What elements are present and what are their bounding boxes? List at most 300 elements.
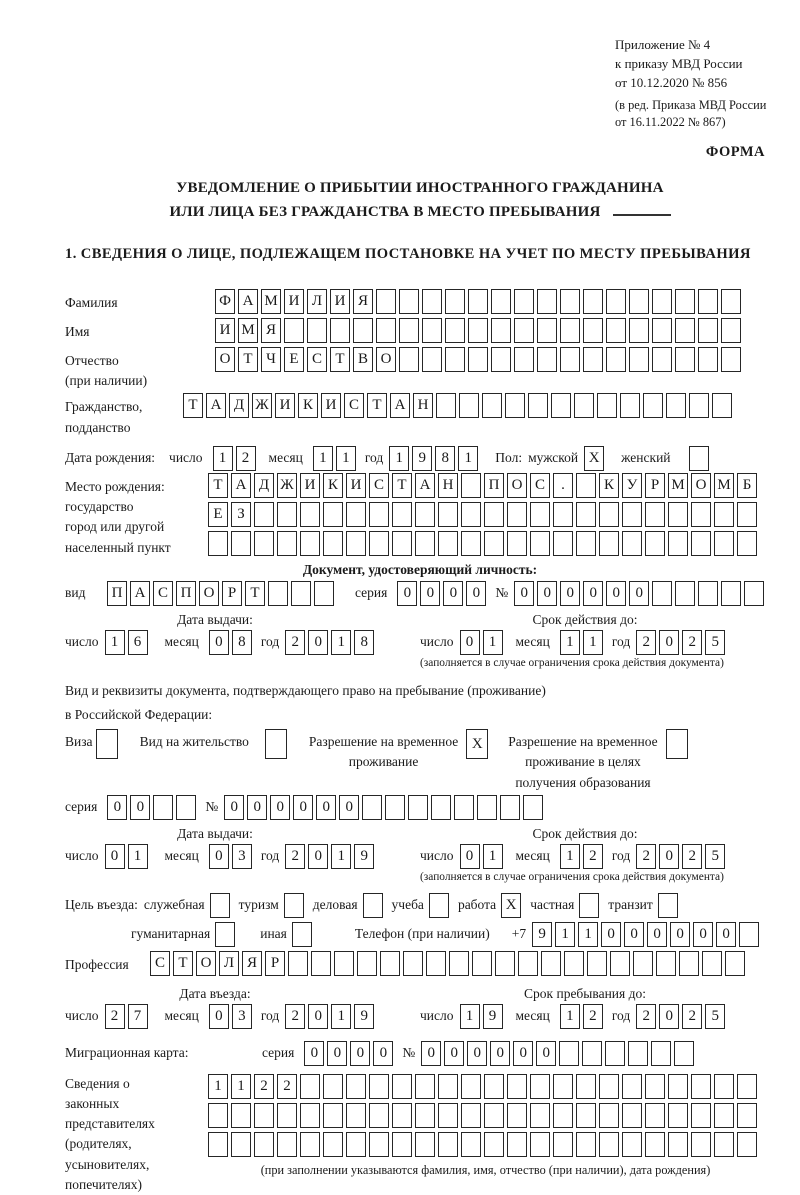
char-cell[interactable] (691, 1074, 711, 1099)
char-cell[interactable]: И (300, 473, 320, 498)
char-cell[interactable] (468, 347, 488, 372)
char-cell[interactable] (459, 393, 479, 418)
char-cell[interactable] (553, 1132, 573, 1157)
char-cell[interactable] (362, 795, 382, 820)
char-cell[interactable] (385, 795, 405, 820)
char-cell[interactable] (622, 1074, 642, 1099)
char-cell[interactable] (530, 531, 550, 556)
char-cell[interactable] (714, 1074, 734, 1099)
char-cell[interactable]: 0 (537, 581, 557, 606)
char-cell[interactable]: 1 (458, 446, 478, 471)
char-cell[interactable] (622, 1103, 642, 1128)
char-cell[interactable] (392, 1103, 412, 1128)
char-cell[interactable] (461, 1103, 481, 1128)
char-cell[interactable]: О (199, 581, 219, 606)
char-cell[interactable]: 1 (483, 844, 503, 869)
char-cell[interactable] (495, 951, 515, 976)
char-cell[interactable] (314, 581, 334, 606)
char-cell[interactable]: 2 (682, 844, 702, 869)
char-cell[interactable] (737, 531, 757, 556)
char-cell[interactable]: 0 (560, 581, 580, 606)
char-cell[interactable] (530, 1074, 550, 1099)
char-cell[interactable]: 0 (460, 630, 480, 655)
char-cell[interactable] (231, 531, 251, 556)
char-cell[interactable]: 0 (514, 581, 534, 606)
char-cell[interactable] (323, 1132, 343, 1157)
char-cell[interactable]: П (484, 473, 504, 498)
char-cell[interactable] (714, 1103, 734, 1128)
char-cell[interactable]: А (231, 473, 251, 498)
char-cell[interactable] (254, 502, 274, 527)
char-cell[interactable] (698, 347, 718, 372)
char-cell[interactable] (500, 795, 520, 820)
char-cell[interactable]: Л (307, 289, 327, 314)
char-cell[interactable] (468, 289, 488, 314)
char-cell[interactable]: Р (265, 951, 285, 976)
char-cell[interactable] (530, 502, 550, 527)
char-cell[interactable] (415, 531, 435, 556)
female-checkbox[interactable] (689, 446, 709, 471)
char-cell[interactable]: 0 (308, 844, 328, 869)
char-cell[interactable] (208, 1103, 228, 1128)
char-cell[interactable] (153, 795, 173, 820)
char-cell[interactable] (346, 1103, 366, 1128)
char-cell[interactable]: 1 (583, 630, 603, 655)
char-cell[interactable] (691, 531, 711, 556)
char-cell[interactable]: 2 (682, 1004, 702, 1029)
char-cell[interactable] (666, 393, 686, 418)
char-cell[interactable] (668, 1132, 688, 1157)
char-cell[interactable] (445, 347, 465, 372)
char-cell[interactable]: К (298, 393, 318, 418)
char-cell[interactable] (721, 347, 741, 372)
char-cell[interactable]: О (196, 951, 216, 976)
char-cell[interactable] (323, 1103, 343, 1128)
char-cell[interactable]: 7 (128, 1004, 148, 1029)
char-cell[interactable] (583, 347, 603, 372)
char-cell[interactable]: 0 (466, 581, 486, 606)
char-cell[interactable]: С (153, 581, 173, 606)
char-cell[interactable]: 0 (339, 795, 359, 820)
char-cell[interactable] (606, 289, 626, 314)
char-cell[interactable] (620, 393, 640, 418)
char-cell[interactable] (574, 393, 594, 418)
char-cell[interactable] (484, 1103, 504, 1128)
char-cell[interactable]: 5 (705, 1004, 725, 1029)
char-cell[interactable]: Д (254, 473, 274, 498)
char-cell[interactable] (254, 531, 274, 556)
char-cell[interactable]: Т (208, 473, 228, 498)
char-cell[interactable] (415, 1074, 435, 1099)
char-cell[interactable]: Т (245, 581, 265, 606)
char-cell[interactable] (739, 922, 759, 947)
char-cell[interactable] (599, 531, 619, 556)
char-cell[interactable]: 2 (105, 1004, 125, 1029)
char-cell[interactable]: О (691, 473, 711, 498)
char-cell[interactable] (392, 1074, 412, 1099)
char-cell[interactable] (599, 502, 619, 527)
char-cell[interactable]: А (238, 289, 258, 314)
char-cell[interactable] (560, 318, 580, 343)
char-cell[interactable]: 1 (460, 1004, 480, 1029)
char-cell[interactable]: 2 (277, 1074, 297, 1099)
char-cell[interactable] (599, 1132, 619, 1157)
char-cell[interactable]: 0 (107, 795, 127, 820)
char-cell[interactable] (564, 951, 584, 976)
char-cell[interactable]: 3 (232, 1004, 252, 1029)
char-cell[interactable]: 0 (693, 922, 713, 947)
char-cell[interactable] (582, 1041, 602, 1066)
char-cell[interactable] (422, 289, 442, 314)
char-cell[interactable] (300, 1074, 320, 1099)
char-cell[interactable] (369, 531, 389, 556)
char-cell[interactable] (691, 1103, 711, 1128)
char-cell[interactable] (323, 1074, 343, 1099)
char-cell[interactable]: 0 (536, 1041, 556, 1066)
char-cell[interactable] (300, 531, 320, 556)
char-cell[interactable] (491, 347, 511, 372)
char-cell[interactable] (576, 531, 596, 556)
char-cell[interactable] (376, 289, 396, 314)
char-cell[interactable]: Н (438, 473, 458, 498)
char-cell[interactable]: 2 (636, 844, 656, 869)
char-cell[interactable] (369, 502, 389, 527)
char-cell[interactable]: 0 (716, 922, 736, 947)
char-cell[interactable]: 1 (105, 630, 125, 655)
char-cell[interactable] (691, 502, 711, 527)
residence-permit-checkbox[interactable] (265, 729, 287, 759)
char-cell[interactable]: А (415, 473, 435, 498)
char-cell[interactable] (208, 1132, 228, 1157)
char-cell[interactable]: Я (242, 951, 262, 976)
char-cell[interactable] (491, 289, 511, 314)
temp-residence-education-checkbox[interactable] (666, 729, 688, 759)
char-cell[interactable]: 0 (308, 1004, 328, 1029)
char-cell[interactable] (507, 502, 527, 527)
char-cell[interactable]: 0 (308, 630, 328, 655)
char-cell[interactable] (629, 289, 649, 314)
char-cell[interactable] (415, 1132, 435, 1157)
temp-residence-checkbox[interactable]: X (466, 729, 488, 759)
business-checkbox[interactable] (363, 893, 383, 918)
char-cell[interactable] (461, 502, 481, 527)
char-cell[interactable]: И (346, 473, 366, 498)
char-cell[interactable]: М (261, 289, 281, 314)
char-cell[interactable]: А (390, 393, 410, 418)
char-cell[interactable] (415, 502, 435, 527)
char-cell[interactable]: 0 (624, 922, 644, 947)
char-cell[interactable] (254, 1103, 274, 1128)
char-cell[interactable]: С (307, 347, 327, 372)
char-cell[interactable]: 1 (213, 446, 233, 471)
char-cell[interactable]: М (238, 318, 258, 343)
char-cell[interactable]: 0 (460, 844, 480, 869)
char-cell[interactable]: Б (737, 473, 757, 498)
char-cell[interactable] (300, 1103, 320, 1128)
char-cell[interactable] (231, 1132, 251, 1157)
char-cell[interactable] (679, 951, 699, 976)
char-cell[interactable]: 0 (606, 581, 626, 606)
char-cell[interactable]: 6 (128, 630, 148, 655)
char-cell[interactable] (652, 581, 672, 606)
char-cell[interactable]: 2 (636, 1004, 656, 1029)
char-cell[interactable]: 0 (397, 581, 417, 606)
char-cell[interactable] (399, 289, 419, 314)
char-cell[interactable] (422, 318, 442, 343)
char-cell[interactable] (645, 1103, 665, 1128)
char-cell[interactable] (392, 531, 412, 556)
char-cell[interactable]: 0 (350, 1041, 370, 1066)
char-cell[interactable] (422, 347, 442, 372)
char-cell[interactable] (408, 795, 428, 820)
char-cell[interactable] (714, 531, 734, 556)
char-cell[interactable] (725, 951, 745, 976)
char-cell[interactable] (369, 1074, 389, 1099)
char-cell[interactable] (576, 1074, 596, 1099)
char-cell[interactable] (597, 393, 617, 418)
char-cell[interactable] (330, 318, 350, 343)
char-cell[interactable] (518, 951, 538, 976)
char-cell[interactable] (528, 393, 548, 418)
char-cell[interactable] (277, 502, 297, 527)
char-cell[interactable]: 1 (560, 844, 580, 869)
char-cell[interactable] (353, 318, 373, 343)
title-blank-line[interactable] (613, 203, 671, 216)
char-cell[interactable]: 0 (490, 1041, 510, 1066)
char-cell[interactable] (553, 1103, 573, 1128)
char-cell[interactable]: К (323, 473, 343, 498)
char-cell[interactable]: З (231, 502, 251, 527)
char-cell[interactable]: 0 (327, 1041, 347, 1066)
char-cell[interactable]: 2 (285, 630, 305, 655)
char-cell[interactable] (530, 1132, 550, 1157)
char-cell[interactable]: 1 (231, 1074, 251, 1099)
char-cell[interactable] (369, 1103, 389, 1128)
char-cell[interactable] (288, 951, 308, 976)
char-cell[interactable]: 0 (601, 922, 621, 947)
char-cell[interactable] (668, 531, 688, 556)
char-cell[interactable]: Т (367, 393, 387, 418)
char-cell[interactable]: 3 (232, 844, 252, 869)
char-cell[interactable] (689, 393, 709, 418)
char-cell[interactable] (691, 1132, 711, 1157)
char-cell[interactable] (645, 1132, 665, 1157)
char-cell[interactable] (537, 347, 557, 372)
char-cell[interactable] (633, 951, 653, 976)
char-cell[interactable]: 0 (420, 581, 440, 606)
char-cell[interactable] (560, 347, 580, 372)
char-cell[interactable] (399, 318, 419, 343)
char-cell[interactable]: 0 (659, 630, 679, 655)
char-cell[interactable]: 1 (208, 1074, 228, 1099)
char-cell[interactable]: Ж (252, 393, 272, 418)
char-cell[interactable]: 0 (670, 922, 690, 947)
char-cell[interactable] (576, 1132, 596, 1157)
char-cell[interactable]: С (369, 473, 389, 498)
char-cell[interactable] (505, 393, 525, 418)
tourism-checkbox[interactable] (284, 893, 304, 918)
char-cell[interactable] (668, 1074, 688, 1099)
char-cell[interactable]: 0 (293, 795, 313, 820)
char-cell[interactable] (334, 951, 354, 976)
char-cell[interactable]: 0 (304, 1041, 324, 1066)
char-cell[interactable]: Т (183, 393, 203, 418)
char-cell[interactable] (507, 1132, 527, 1157)
char-cell[interactable]: И (275, 393, 295, 418)
char-cell[interactable]: М (668, 473, 688, 498)
char-cell[interactable]: 0 (373, 1041, 393, 1066)
char-cell[interactable] (668, 1103, 688, 1128)
char-cell[interactable] (652, 289, 672, 314)
char-cell[interactable] (231, 1103, 251, 1128)
char-cell[interactable] (622, 1132, 642, 1157)
char-cell[interactable]: Т (392, 473, 412, 498)
char-cell[interactable] (523, 795, 543, 820)
char-cell[interactable]: 0 (659, 844, 679, 869)
char-cell[interactable] (514, 347, 534, 372)
char-cell[interactable] (606, 318, 626, 343)
male-checkbox[interactable]: X (584, 446, 604, 471)
char-cell[interactable] (307, 318, 327, 343)
char-cell[interactable]: О (507, 473, 527, 498)
char-cell[interactable] (277, 531, 297, 556)
char-cell[interactable]: 1 (389, 446, 409, 471)
char-cell[interactable]: 0 (130, 795, 150, 820)
char-cell[interactable]: М (714, 473, 734, 498)
char-cell[interactable]: Р (645, 473, 665, 498)
char-cell[interactable]: Ч (261, 347, 281, 372)
work-checkbox[interactable]: X (501, 893, 521, 918)
transit-checkbox[interactable] (658, 893, 678, 918)
char-cell[interactable]: 0 (647, 922, 667, 947)
char-cell[interactable] (438, 1132, 458, 1157)
char-cell[interactable] (537, 318, 557, 343)
char-cell[interactable]: . (553, 473, 573, 498)
char-cell[interactable]: И (321, 393, 341, 418)
char-cell[interactable]: 2 (285, 1004, 305, 1029)
char-cell[interactable] (737, 1132, 757, 1157)
char-cell[interactable] (583, 289, 603, 314)
char-cell[interactable] (702, 951, 722, 976)
char-cell[interactable]: Н (413, 393, 433, 418)
char-cell[interactable] (346, 531, 366, 556)
char-cell[interactable] (484, 502, 504, 527)
char-cell[interactable] (576, 502, 596, 527)
char-cell[interactable] (714, 1132, 734, 1157)
char-cell[interactable] (605, 1041, 625, 1066)
char-cell[interactable] (484, 1132, 504, 1157)
char-cell[interactable] (254, 1132, 274, 1157)
char-cell[interactable] (587, 951, 607, 976)
char-cell[interactable]: 8 (354, 630, 374, 655)
char-cell[interactable]: 0 (224, 795, 244, 820)
char-cell[interactable] (721, 318, 741, 343)
char-cell[interactable]: 1 (331, 1004, 351, 1029)
char-cell[interactable]: 1 (313, 446, 333, 471)
char-cell[interactable] (712, 393, 732, 418)
char-cell[interactable] (445, 289, 465, 314)
char-cell[interactable] (576, 473, 596, 498)
char-cell[interactable]: 0 (629, 581, 649, 606)
char-cell[interactable] (436, 393, 456, 418)
char-cell[interactable] (277, 1132, 297, 1157)
char-cell[interactable] (530, 1103, 550, 1128)
char-cell[interactable] (449, 951, 469, 976)
char-cell[interactable]: 1 (578, 922, 598, 947)
char-cell[interactable] (629, 318, 649, 343)
char-cell[interactable]: 1 (560, 630, 580, 655)
char-cell[interactable]: 1 (336, 446, 356, 471)
char-cell[interactable] (477, 795, 497, 820)
char-cell[interactable] (438, 1074, 458, 1099)
char-cell[interactable]: 1 (128, 844, 148, 869)
char-cell[interactable] (553, 502, 573, 527)
char-cell[interactable] (553, 1074, 573, 1099)
char-cell[interactable]: Я (353, 289, 373, 314)
char-cell[interactable]: 9 (412, 446, 432, 471)
char-cell[interactable] (721, 581, 741, 606)
char-cell[interactable] (380, 951, 400, 976)
char-cell[interactable]: Т (330, 347, 350, 372)
char-cell[interactable] (576, 1103, 596, 1128)
char-cell[interactable] (507, 1103, 527, 1128)
char-cell[interactable] (300, 1132, 320, 1157)
char-cell[interactable] (675, 581, 695, 606)
char-cell[interactable] (656, 951, 676, 976)
char-cell[interactable] (461, 473, 481, 498)
char-cell[interactable]: Т (173, 951, 193, 976)
char-cell[interactable] (323, 502, 343, 527)
char-cell[interactable]: 2 (285, 844, 305, 869)
char-cell[interactable] (392, 502, 412, 527)
char-cell[interactable]: 0 (209, 844, 229, 869)
char-cell[interactable]: 9 (483, 1004, 503, 1029)
char-cell[interactable]: А (206, 393, 226, 418)
char-cell[interactable] (445, 318, 465, 343)
char-cell[interactable]: 0 (513, 1041, 533, 1066)
char-cell[interactable]: 1 (331, 844, 351, 869)
char-cell[interactable] (645, 502, 665, 527)
char-cell[interactable] (399, 347, 419, 372)
char-cell[interactable] (652, 318, 672, 343)
char-cell[interactable] (599, 1103, 619, 1128)
char-cell[interactable]: А (130, 581, 150, 606)
char-cell[interactable] (698, 289, 718, 314)
char-cell[interactable]: 5 (705, 630, 725, 655)
char-cell[interactable] (514, 289, 534, 314)
char-cell[interactable] (560, 289, 580, 314)
char-cell[interactable]: 2 (583, 844, 603, 869)
char-cell[interactable] (176, 795, 196, 820)
char-cell[interactable] (514, 318, 534, 343)
char-cell[interactable]: 0 (444, 1041, 464, 1066)
char-cell[interactable] (537, 289, 557, 314)
char-cell[interactable] (461, 531, 481, 556)
char-cell[interactable] (392, 1132, 412, 1157)
char-cell[interactable] (346, 1074, 366, 1099)
char-cell[interactable]: У (622, 473, 642, 498)
char-cell[interactable] (277, 1103, 297, 1128)
char-cell[interactable]: И (215, 318, 235, 343)
char-cell[interactable] (628, 1041, 648, 1066)
char-cell[interactable]: 0 (583, 581, 603, 606)
char-cell[interactable] (484, 1074, 504, 1099)
char-cell[interactable] (491, 318, 511, 343)
char-cell[interactable]: Т (238, 347, 258, 372)
char-cell[interactable] (622, 531, 642, 556)
char-cell[interactable] (426, 951, 446, 976)
char-cell[interactable]: С (530, 473, 550, 498)
